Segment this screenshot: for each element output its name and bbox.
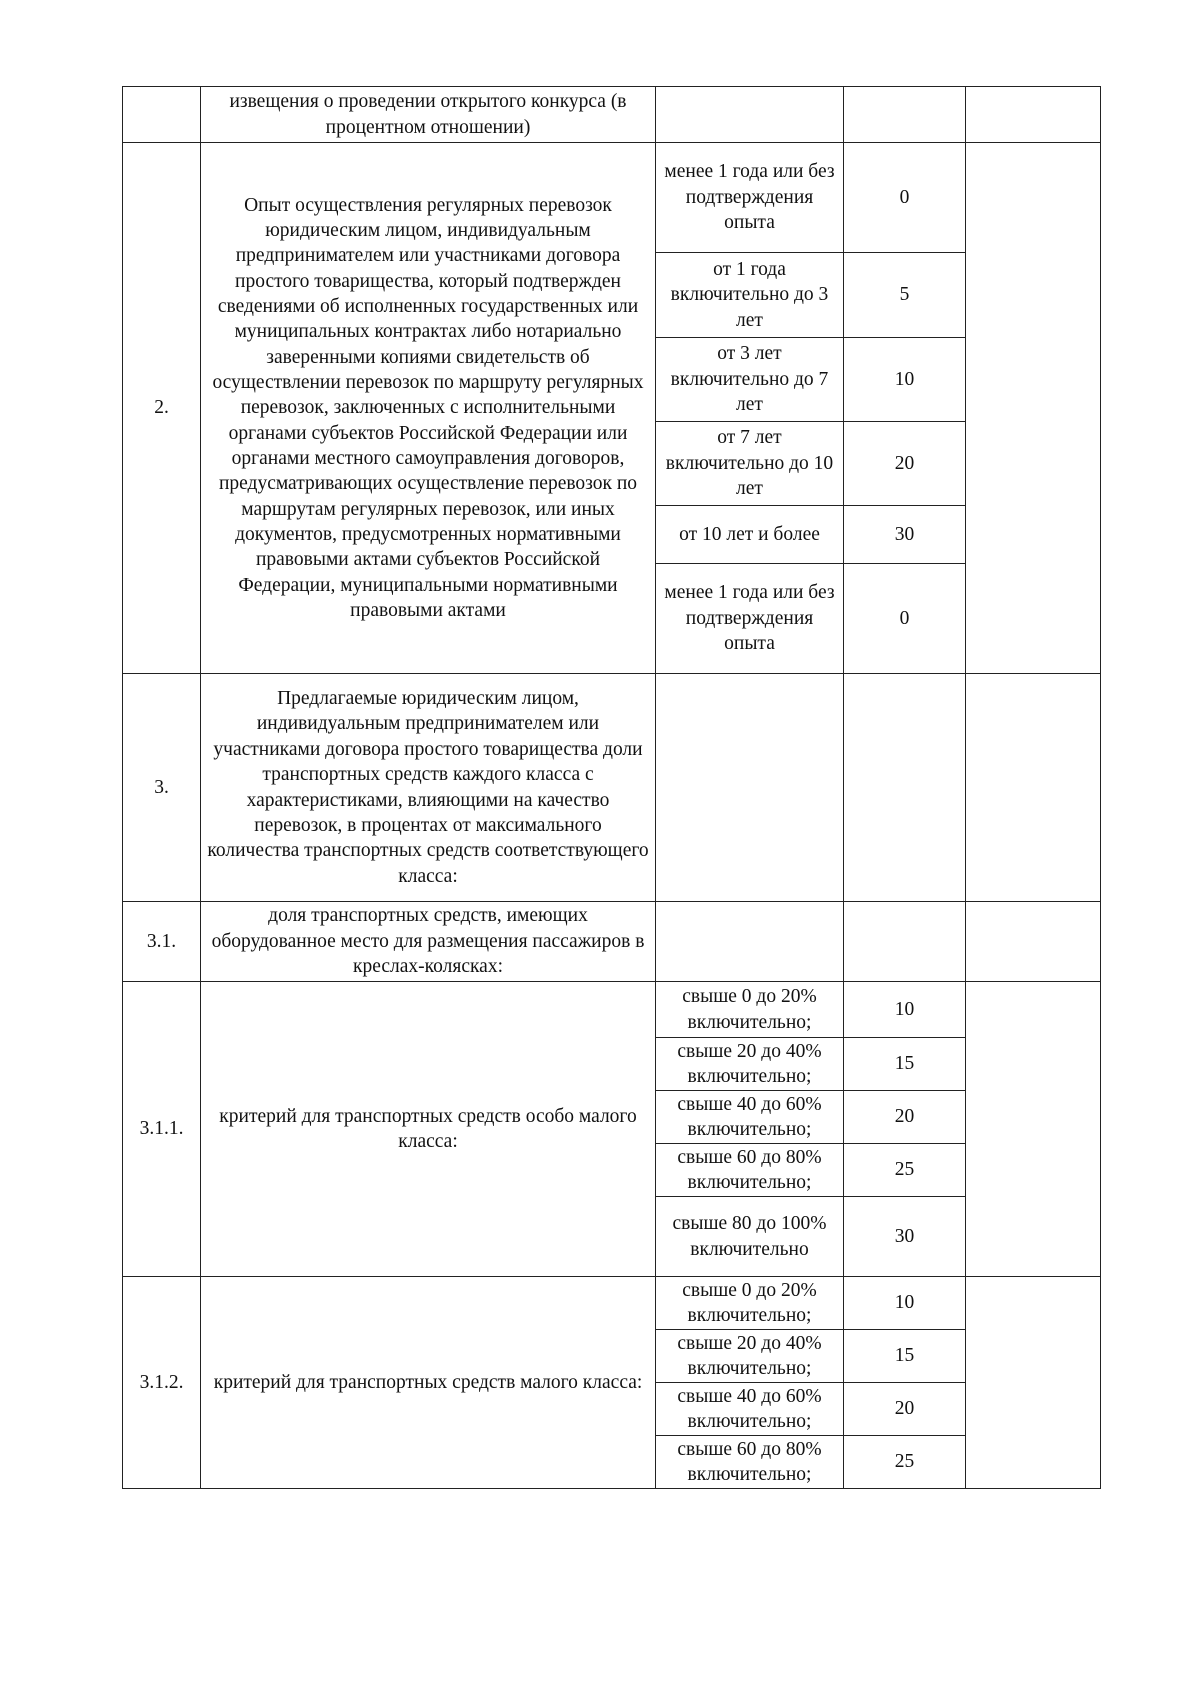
score-cell: 20 xyxy=(844,1383,966,1436)
range-cell: от 3 лет включительно до 7 лет xyxy=(656,338,844,422)
range-cell: свыше 0 до 20% включительно; xyxy=(656,1277,844,1330)
criteria-table xyxy=(122,86,1101,1489)
empty-cell xyxy=(966,674,1101,902)
range-cell: свыше 0 до 20% включительно; xyxy=(656,982,844,1038)
score-cell: 5 xyxy=(844,253,966,338)
table-row xyxy=(123,902,1101,982)
empty-cell xyxy=(966,982,1101,1277)
table-row xyxy=(123,143,1101,253)
score-cell: 0 xyxy=(844,143,966,253)
table-row xyxy=(123,1277,1101,1330)
range-cell: свыше 20 до 40% включительно; xyxy=(656,1038,844,1091)
row-number: 3.1.2. xyxy=(123,1277,201,1489)
score-cell xyxy=(844,87,966,143)
table-row xyxy=(123,982,1101,1038)
range-cell: менее 1 года или без подтверждения опыта xyxy=(656,564,844,674)
score-cell: 30 xyxy=(844,506,966,564)
range-cell xyxy=(656,87,844,143)
score-cell: 15 xyxy=(844,1330,966,1383)
range-cell xyxy=(656,902,844,982)
empty-cell xyxy=(966,87,1101,143)
row-number: 2. xyxy=(123,143,201,674)
range-cell: от 7 лет включительно до 10 лет xyxy=(656,422,844,506)
range-cell: свыше 80 до 100% включительно xyxy=(656,1197,844,1277)
table-row xyxy=(123,674,1101,902)
score-cell xyxy=(844,902,966,982)
score-cell: 25 xyxy=(844,1144,966,1197)
criterion-description: критерий для транспортных средств особо малого класса: xyxy=(201,982,656,1277)
score-cell: 30 xyxy=(844,1197,966,1277)
range-cell: свыше 40 до 60% включительно; xyxy=(656,1383,844,1436)
empty-cell xyxy=(966,143,1101,674)
range-cell xyxy=(656,674,844,902)
range-cell: свыше 20 до 40% включительно; xyxy=(656,1330,844,1383)
score-cell: 20 xyxy=(844,422,966,506)
score-cell: 10 xyxy=(844,1277,966,1330)
score-cell: 10 xyxy=(844,982,966,1038)
score-cell: 10 xyxy=(844,338,966,422)
row-number: 3.1.1. xyxy=(123,982,201,1277)
range-cell: свыше 40 до 60% включительно; xyxy=(656,1091,844,1144)
score-cell: 20 xyxy=(844,1091,966,1144)
criterion-description: извещения о проведении открытого конкурса (в процентном отношении) xyxy=(201,87,656,143)
criterion-description: Опыт осуществления регулярных перевозок юридическим лицом, индивидуальным предпринимателем или участниками договора простого товарищества, который подтвержден сведениями об исполненных государственных или муниципальных контрактах либо нотариально заверенными копиями свидетельств об осуществлении перевозок по маршруту регулярных перевозок, заключенных с исполнительными органами субъектов Российской Федерации или органами местного самоуправления договоров, предусматривающих осуществление перевозок по маршрутам регулярных перевозок, или иных документов, предусмотренных нормативными правовыми актами субъектов Российской Федерации, муниципальными нормативными правовыми актами xyxy=(201,143,656,674)
range-cell: менее 1 года или без подтверждения опыта xyxy=(656,143,844,253)
range-cell: от 1 года включительно до 3 лет xyxy=(656,253,844,338)
row-number: 3.1. xyxy=(123,902,201,982)
score-cell: 15 xyxy=(844,1038,966,1091)
range-cell: от 10 лет и более xyxy=(656,506,844,564)
row-number: 3. xyxy=(123,674,201,902)
criterion-description: критерий для транспортных средств малого класса: xyxy=(201,1277,656,1489)
criterion-description: доля транспортных средств, имеющих оборудованное место для размещения пассажиров в креслах-колясках: xyxy=(201,902,656,982)
score-cell xyxy=(844,674,966,902)
row-number xyxy=(123,87,201,143)
score-cell: 25 xyxy=(844,1436,966,1489)
empty-cell xyxy=(966,1277,1101,1489)
criterion-description: Предлагаемые юридическим лицом, индивидуальным предпринимателем или участниками договора простого товарищества доли транспортных средств каждого класса с характеристиками, влияющими на качество перевозок, в процентах от максимального количества транспортных средств соответствующего класса: xyxy=(201,674,656,902)
table-row xyxy=(123,87,1101,143)
empty-cell xyxy=(966,902,1101,982)
score-cell: 0 xyxy=(844,564,966,674)
range-cell: свыше 60 до 80% включительно; xyxy=(656,1144,844,1197)
range-cell: свыше 60 до 80% включительно; xyxy=(656,1436,844,1489)
